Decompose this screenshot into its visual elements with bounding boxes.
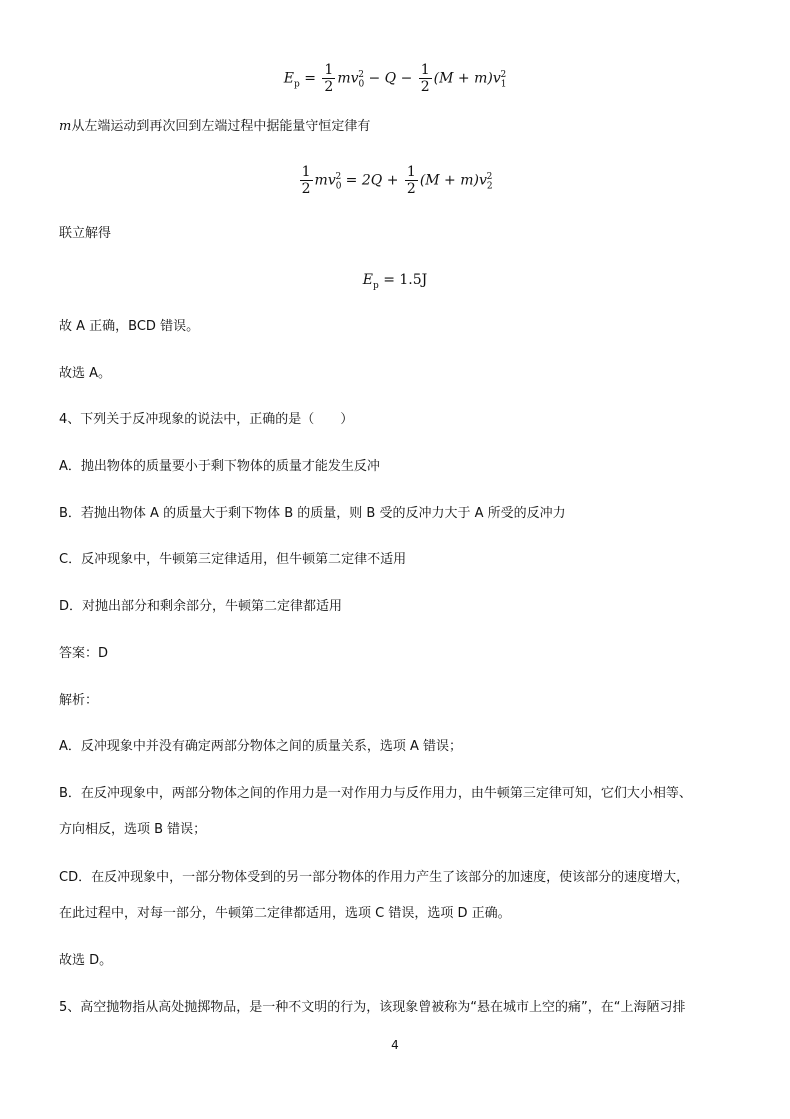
question-4-explain-cd-line1: CD．在反冲现象中，一部分物体受到的另一部分物体的作用力产生了该部分的加速度，使该部分的速度增大， bbox=[59, 870, 690, 885]
eq1-lhs-var: E bbox=[283, 70, 294, 87]
question-4-explain-b-line1: B．在反冲现象中，两部分物体之间的作用力是一对作用力与反作用力，由牛顿第三定律可知，它们大小相等、 bbox=[59, 786, 692, 801]
eq1-frac-a: $\frac{1}{2}$ bbox=[324, 62, 334, 95]
question-4-explain-a: A．反冲现象中并没有确定两部分物体之间的质量关系，选项 A 错误； bbox=[59, 739, 463, 754]
question-4-choose: 故选 D。 bbox=[59, 953, 113, 968]
question-4-option-b: B．若抛出物体 A 的质量大于剩下物体 B 的质量，则 B 受的反冲力大于 A 所受的反冲力 bbox=[59, 506, 566, 521]
question-4-analysis-label: 解析： bbox=[59, 693, 99, 708]
question-4-option-c: C．反冲现象中，牛顿第三定律适用，但牛顿第二定律不适用 bbox=[59, 552, 407, 567]
question-4-stem: 4、下列关于反冲现象的说法中，正确的是（ ） bbox=[59, 412, 354, 427]
question-4-explain-b-line2: 方向相反，选项 B 错误； bbox=[59, 822, 207, 837]
equation-energy-2: $\frac{1}{2}$ $mv_0^2 = 2Q$ + $\frac{1}{2}$ $(M + m)v_2^2$ bbox=[301, 164, 493, 197]
question-4-option-d: D．对抛出部分和剩余部分，牛顿第二定律都适用 bbox=[59, 599, 343, 614]
page-number: 4 bbox=[391, 1038, 399, 1052]
text-solve: 联立解得 bbox=[59, 226, 112, 241]
text-choose-1: 故选 A。 bbox=[59, 366, 112, 381]
equation-ep-1: $E_p$ = $\frac{1}{2}$ $mv_0^2 - Q$ − $\frac{1}{2}$ $(M + m)v_1^2$ bbox=[283, 62, 507, 95]
question-4-answer: 答案：D bbox=[59, 646, 109, 661]
eq1-frac-b: $\frac{1}{2}$ bbox=[420, 62, 430, 95]
text-energy-conservation: m从左端运动到再次回到左端过程中据能量守恒定律有 bbox=[59, 119, 371, 134]
equation-result: $E_p = 1.5J$ bbox=[362, 272, 428, 291]
eq1-equals: = bbox=[304, 70, 316, 87]
question-5-stem: 5、高空抛物指从高处抛掷物品，是一种不文明的行为，该现象曾被称为“悬在城市上空的痛”，在“上海陋习排 bbox=[59, 1000, 686, 1015]
eq2-frac-a: $\frac{1}{2}$ bbox=[301, 164, 311, 197]
question-4-option-a: A．抛出物体的质量要小于剩下物体的质量才能发生反冲 bbox=[59, 459, 380, 474]
eq1-lhs-sub: p bbox=[293, 79, 300, 90]
question-4-explain-cd-line2: 在此过程中，对每一部分，牛顿第二定律都适用，选项 C 错误，选项 D 正确。 bbox=[59, 906, 511, 921]
text-conclusion-1: 故 A 正确，BCD 错误。 bbox=[59, 319, 200, 334]
eq2-frac-b: $\frac{1}{2}$ bbox=[406, 164, 416, 197]
